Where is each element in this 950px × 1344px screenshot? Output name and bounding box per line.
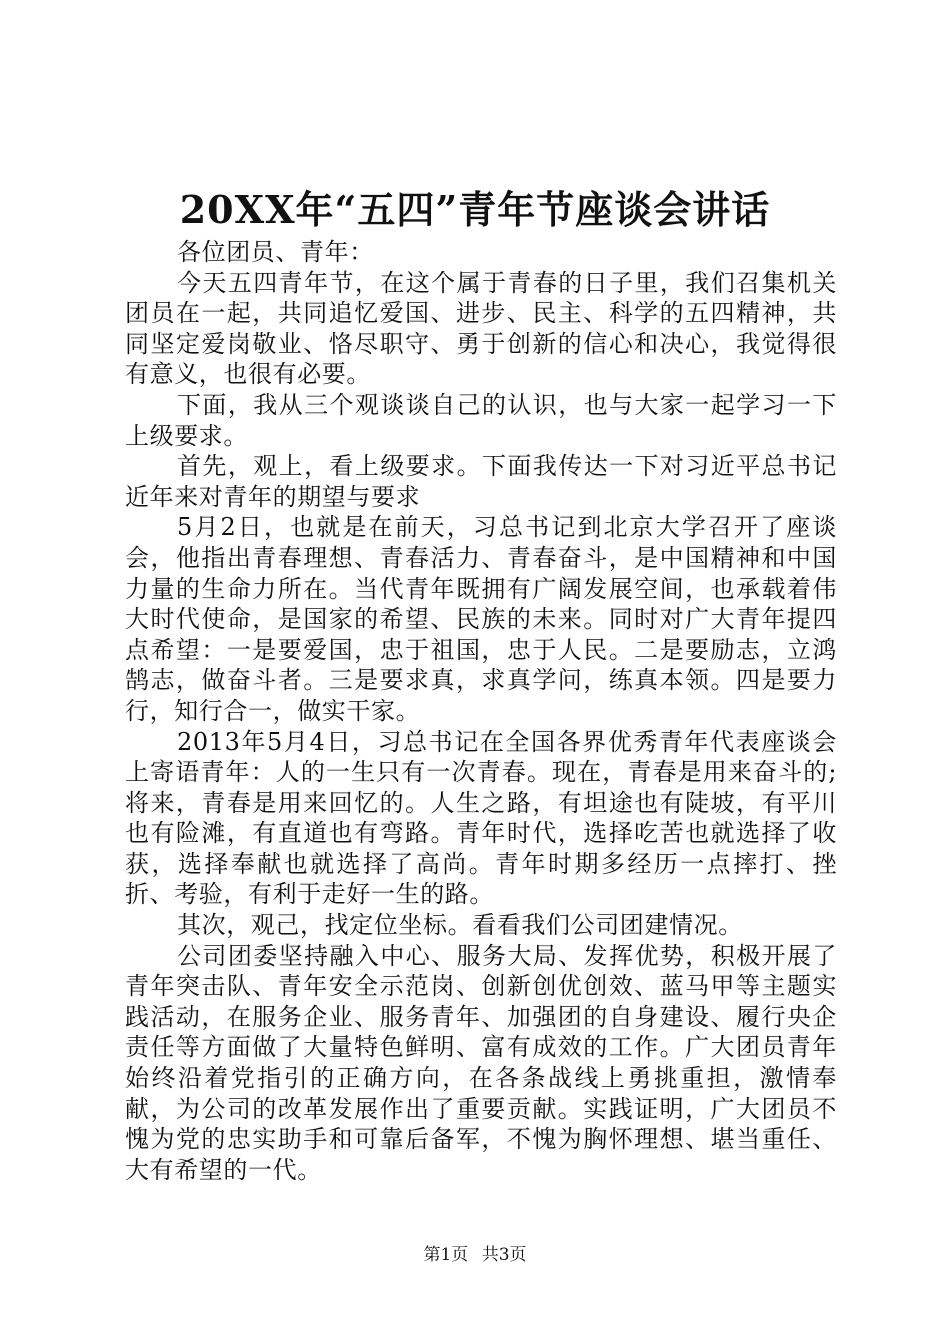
body-paragraph: 今天五四青年节，在这个属于青春的日子里，我们召集机关团员在一起，共同追忆爱国、进步、民主、科学的五四精神，共同坚定爱岗敬业、恪尽职守、勇于创新的信心和决心，我觉得很有意义，也很有必要。 — [125, 268, 837, 389]
body-paragraph: 其次，观己，找定位坐标。看看我们公司团建情况。 — [177, 911, 743, 940]
body-paragraph: 公司团委坚持融入中心、服务大局、发挥优势，积极开展了青年突击队、青年安全示范岗、创新创优创效、蓝马甲等主题实践活动，在服务企业、服务青年、加强团的自身建设、履行央企责任等方面做了大量特色鲜明、富有成效的工作。广大团员青年始终沿着党指引的正确方向，在各条战线上勇挑重担，激情奉献，为公司的改革发展作出了重要贡献。实践证明，广大团员不愧为党的忠实助手和可靠后备军，不愧为胸怀理想、堪当重任、大有希望的一代。 — [125, 941, 837, 1184]
body-paragraph: 下面，我从三个观谈谈自己的认识，也与大家一起学习一下上级要求。 — [125, 390, 837, 450]
body-paragraph: 2013年5月4日，习总书记在全国各界优秀青年代表座谈会上寄语青年：人的一生只有一次青春。现在，青春是用来奋斗的;将来，青春是用来回忆的。人生之路，有坦途也有陡坡，有平川也有险滩，有直道也有弯路。青年时代，选择吃苦也就选择了收获，选择奉献也就选择了高尚。青年时期多经历一点摔打、挫折、考验，有利于走好一生的路。 — [125, 727, 837, 909]
document-body — [125, 237, 837, 1185]
greeting-paragraph: 各位团员、青年： — [177, 238, 374, 266]
body-paragraph: 首先，观上，看上级要求。下面我传达一下对习近平总书记近年来对青年的期望与要求 — [125, 452, 837, 511]
page-number: 第1页 — [423, 1245, 469, 1265]
body-paragraph: 5月2日，也就是在前天，习总书记到北京大学召开了座谈会，他指出青春理想、青春活力、青春奋斗，是中国精神和中国力量的生命力所在。当代青年既拥有广阔发展空间，也承载着伟大时代使命，是国家的希望、民族的未来。同时对广大青年提四点希望：一是要爱国，忠于祖国，忠于人民。二是要励志，立鸿鹄志，做奋斗者。三是要求真，求真学问，练真本领。四是要力行，知行合一，做实干家。 — [125, 513, 837, 725]
document-title: 20XX年“五四”青年节座谈会讲话 — [179, 187, 771, 232]
page-total: 共3页 — [481, 1245, 527, 1265]
page-footer — [0, 1243, 950, 1267]
